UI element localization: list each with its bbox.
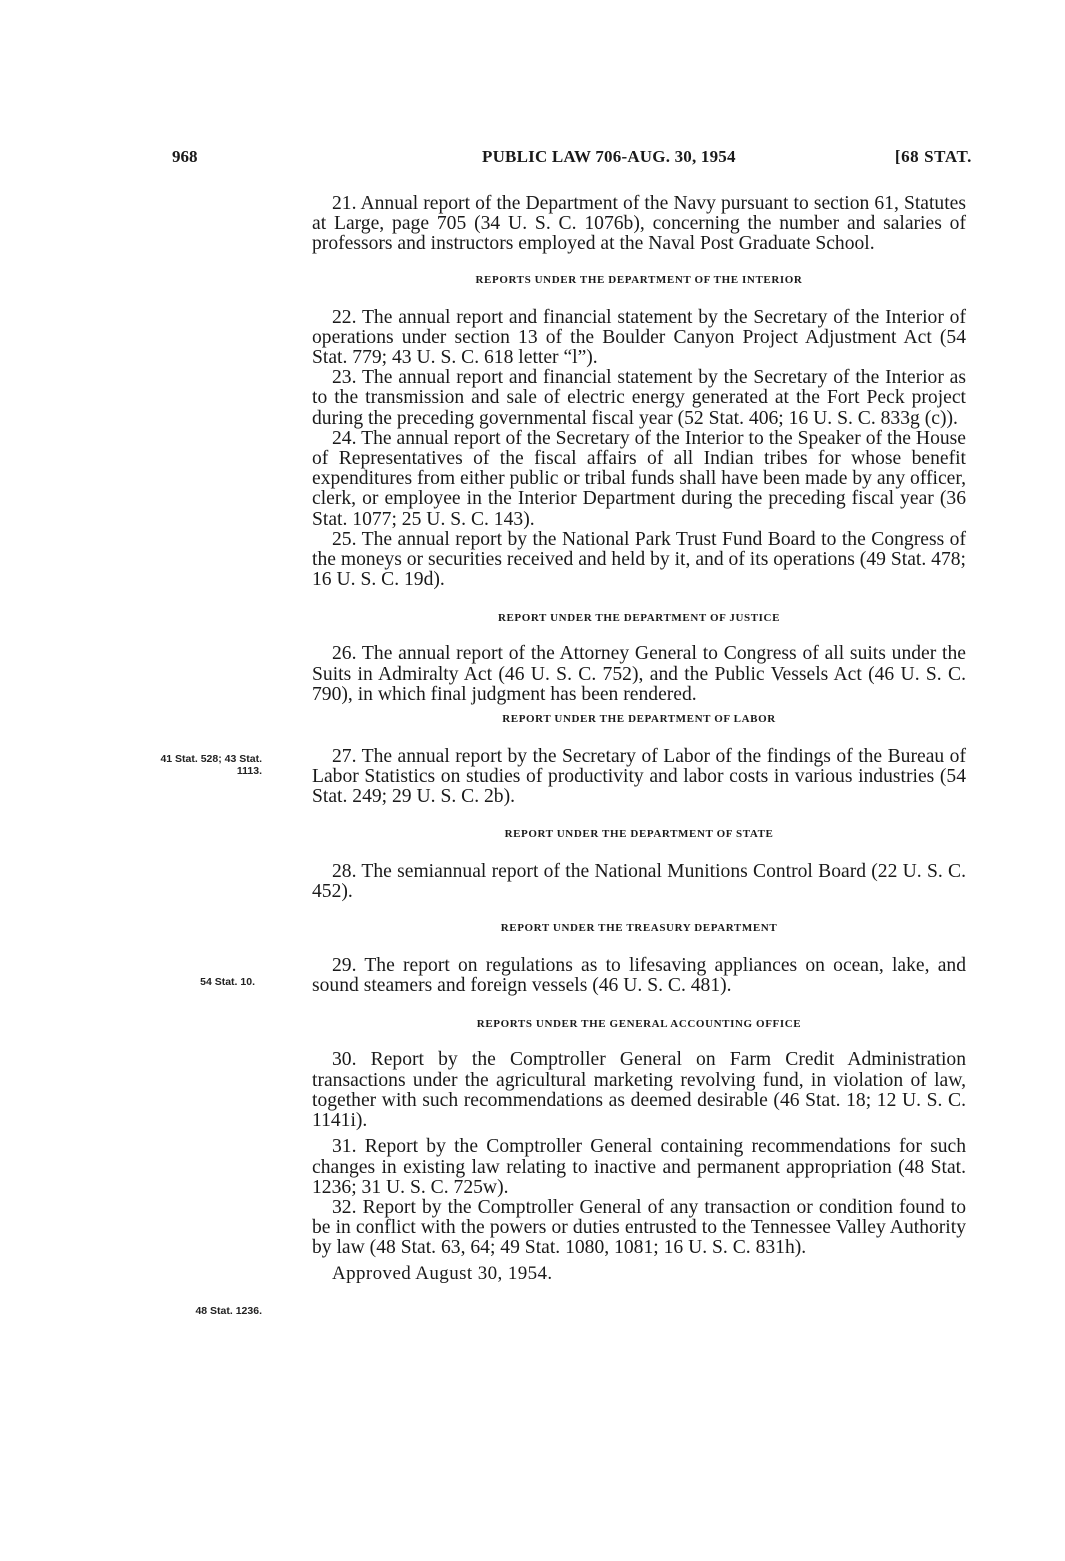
paragraph-28: 28. The semiannual report of the National Munitions Control Board (22 U. S. C. 452). <box>312 860 966 902</box>
body-text <box>312 194 966 1285</box>
page-header <box>172 147 972 175</box>
approval-date: Approved August 30, 1954. <box>332 1262 553 1284</box>
section-heading-labor: REPORT UNDER THE DEPARTMENT OF LABOR <box>502 713 776 726</box>
page-number: 968 <box>172 147 198 166</box>
margin-note-citation: 54 Stat. 10. <box>200 976 255 988</box>
paragraph-22: 22. The annual report and financial statement by the Secretary of the Interior of operations under section 13 of the Boulder Canyon Project Adjustment Act (54 Stat. 779; 43 U. S. C. 618 letter “l”). <box>312 306 966 369</box>
paragraph-26: 26. The annual report of the Attorney General to Congress of all suits under the Suits in Admiralty Act (46 U. S. C. 752), and the Public Vessels Act (46 U. S. C. 790), in which final judgment has been rendered. <box>312 643 966 705</box>
section-heading-state: REPORT UNDER THE DEPARTMENT OF STATE <box>504 827 774 840</box>
paragraph-25: 25. The annual report by the National Park Trust Fund Board to the Congress of the moneys or securities received and held by it, and of its operations (49 Stat. 478; 16 U. S. C. 19d). <box>312 528 966 591</box>
paragraph-27: 27. The annual report by the Secretary of Labor of the findings of the Bureau of Labor Statistics on studies of productivity and labor costs in various industries (54 Stat. 249; 29 U. S. C. 2b). <box>312 746 966 808</box>
volume-reference: [68 STAT. <box>894 147 972 166</box>
margin-note-citation: 48 Stat. 1236. <box>195 1305 262 1317</box>
section-heading-interior: REPORTS UNDER THE DEPARTMENT OF THE INTERIOR <box>475 273 803 286</box>
paragraph-21: 21. Annual report of the Department of the Navy pursuant to section 61, Statutes at Large, page 705 (34 U. S. C. 1076b), concerning the number and salaries of professors and instructors employed at the Naval Post Graduate School. <box>312 193 966 255</box>
paragraph-23: 23. The annual report and financial statement by the Secretary of the Interior as to the transmission and sale of electric energy generated at the Fort Peck project during the preceding governmental fiscal year (52 Stat. 406; 16 U. S. C. 833g (c)). <box>312 367 966 429</box>
paragraph-32: 32. Report by the Comptroller General of any transaction or condition found to be in conflict with the powers or duties entrusted to the Tennessee Valley Authority by law (48 Stat. 63, 64; 49 Stat. 1080, 1081; 16 U. S. C. 831h). <box>312 1196 966 1259</box>
paragraph-24: 24. The annual report of the Secretary of the Interior to the Speaker of the House of Representatives of the fiscal affairs of all Indian tribes for whose benefit expenditures from either public or tribal funds shall have been made by any officer, clerk, or employee in the Interior Department during the preceding fiscal year (36 Stat. 1077; 25 U. S. C. 143). <box>312 427 966 530</box>
running-head: PUBLIC LAW 706-AUG. 30, 1954 <box>482 147 736 166</box>
section-heading-accounting: REPORTS UNDER THE GENERAL ACCOUNTING OFFICE <box>476 1018 802 1031</box>
paragraph-31: 31. Report by the Comptroller General containing recommendations for such changes in existing law relating to inactive and permanent appropriation (48 Stat. 1236; 31 U. S. C. 725w). <box>312 1136 966 1198</box>
paragraph-29: 29. The report on regulations as to lifesaving appliances on ocean, lake, and sound steamers and foreign vessels (46 U. S. C. 481). <box>312 955 966 997</box>
margin-note-citation: 41 Stat. 528; 43 Stat. 1113. <box>160 753 262 777</box>
paragraph-30: 30. Report by the Comptroller General on Farm Credit Administration transactions under the agricultural marketing revolving fund, in violation of law, together with such recommendations as deemed desirable (46 Stat. 18; 12 U. S. C. 1141i). <box>312 1049 966 1132</box>
section-heading-justice: REPORT UNDER THE DEPARTMENT OF JUSTICE <box>497 612 781 625</box>
section-heading-treasury: REPORT UNDER THE TREASURY DEPARTMENT <box>500 922 778 935</box>
